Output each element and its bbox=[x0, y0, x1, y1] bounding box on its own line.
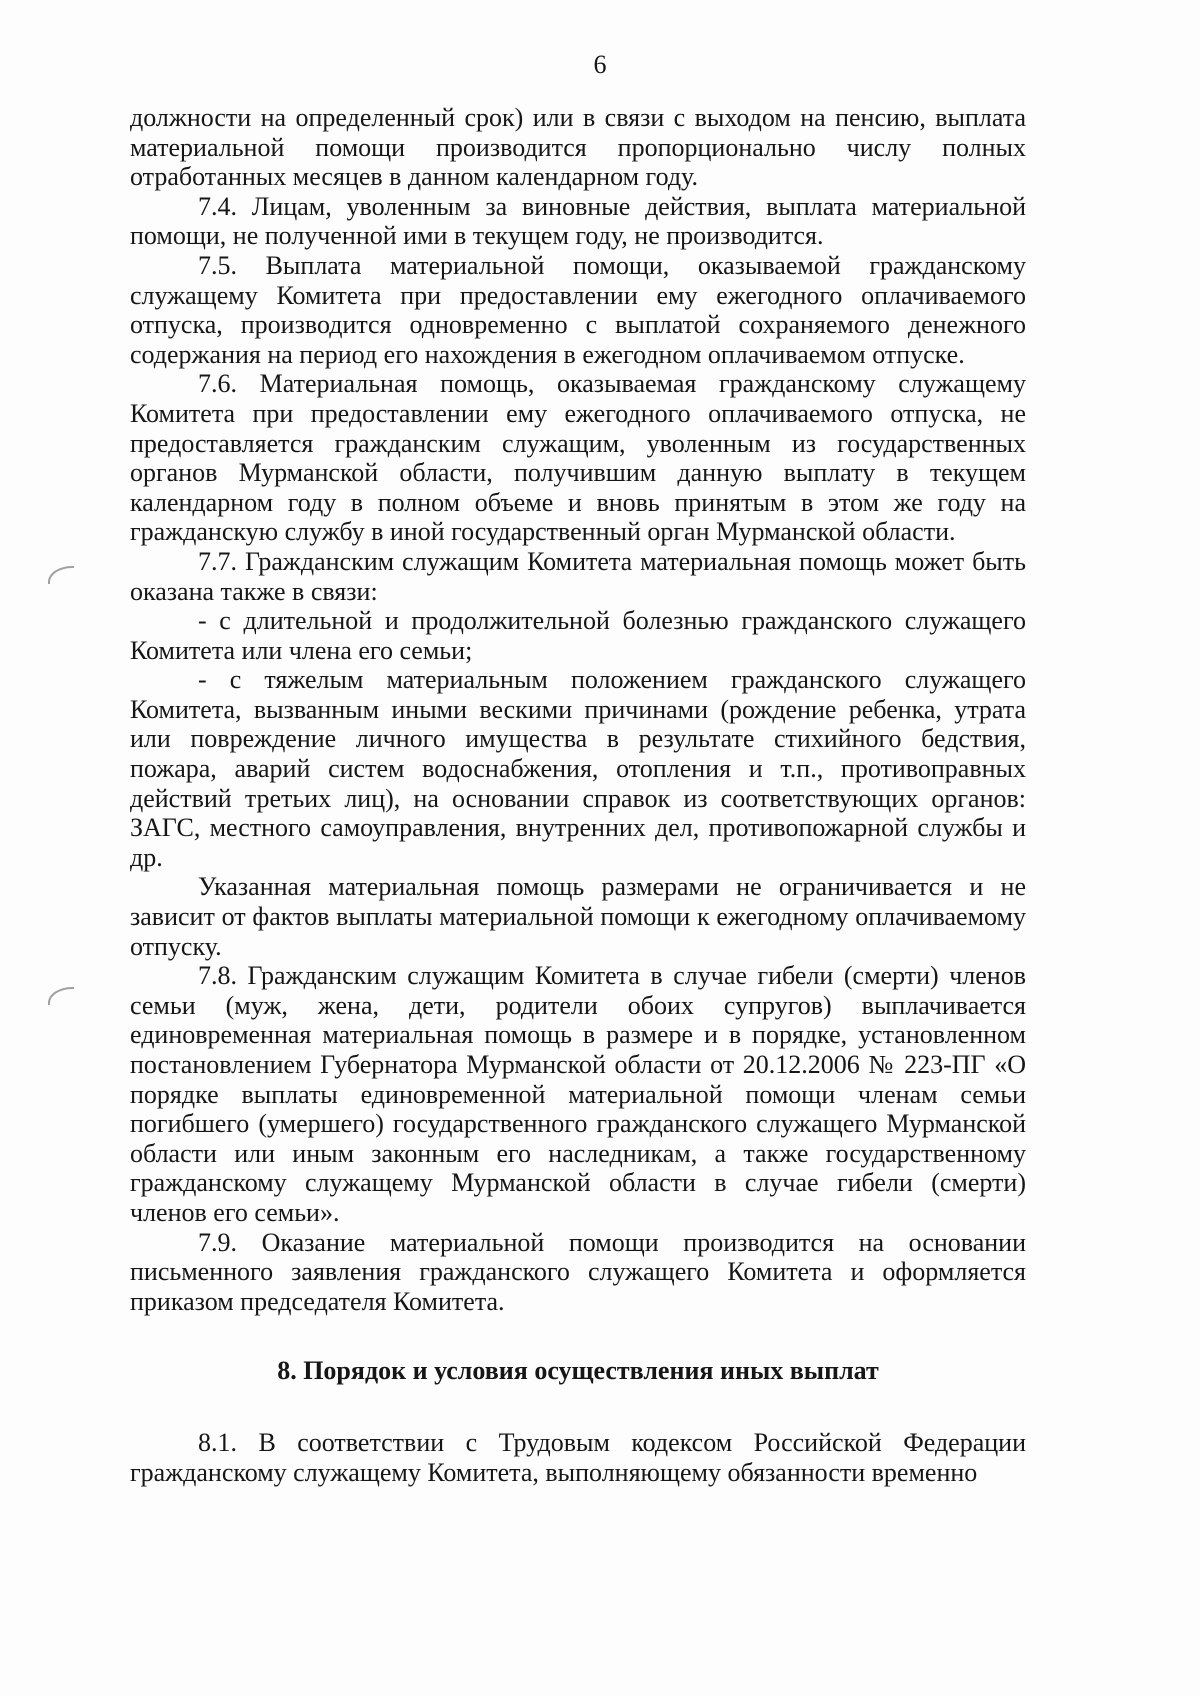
list-item-illness: - с длительной и продолжительной болезнью гражданского служащего Комитета или члена его семьи; bbox=[130, 606, 1026, 665]
paragraph-continuation: должности на определенный срок) или в связи с выходом на пенсию, выплата материальной помощи производится пропорционально числу полных отработанных месяцев в данном календарном году. bbox=[130, 103, 1026, 192]
document-body bbox=[130, 103, 1026, 1488]
paragraph-note: Указанная материальная помощь размерами не ограничивается и не зависит от фактов выплаты материальной помощи к ежегодному оплачиваемому отпуску. bbox=[130, 872, 1026, 961]
list-item-hardship: - с тяжелым материальным положением гражданского служащего Комитета, вызванным иными вескими причинами (рождение ребенка, утрата или повреждение личного имущества в результате стихийного бедствия, пожара, аварий систем водоснабжения, отопления и т.п., противоправных действий третьих лиц), на основании справок из соответствующих органов: ЗАГС, местного самоуправления, внутренних дел, противопожарной службы и др. bbox=[130, 665, 1026, 872]
scan-artifact-mark bbox=[48, 566, 74, 584]
paragraph-7-6: 7.6. Материальная помощь, оказываемая гражданскому служащему Комитета при предоставлении ему ежегодного оплачиваемого отпуска, не предоставляется гражданским служащим, уволенным из государственных органов Мурманской области, получившим данную выплату в текущем календарном году в полном объеме и вновь принятым в этом же году на гражданскую службу в иной государственный орган Мурманской области. bbox=[130, 369, 1026, 547]
paragraph-7-4: 7.4. Лицам, уволенным за виновные действия, выплата материальной помощи, не полученной ими в текущем году, не производится. bbox=[130, 191, 1026, 251]
page-number: 6 bbox=[593, 50, 607, 79]
paragraph-7-5: 7.5. Выплата материальной помощи, оказываемой гражданскому служащему Комитета при предоставлении ему ежегодного оплачиваемого отпуска, производится одновременно с выплатой сохраняемого денежного содержания на период его нахождения в ежегодном оплачиваемом отпуске. bbox=[130, 250, 1026, 369]
paragraph-7-8: 7.8. Гражданским служащим Комитета в случае гибели (смерти) членов семьи (муж, жена, дети, родители обоих супругов) выплачивается единовременная материальная помощь в размере и в порядке, установленном постановлением Губернатора Мурманской области от 20.12.2006 № 223-ПГ «О порядке выплаты единовременной материальной помощи членам семьи погибшего (умершего) государственного гражданского служащего Мурманской области или иным законным его наследникам, а также государственному гражданскому служащему Мурманской области в случае гибели (смерти) членов его семьи». bbox=[130, 961, 1026, 1227]
paragraph-7-7: 7.7. Гражданским служащим Комитета материальная помощь может быть оказана также в связи: bbox=[130, 546, 1026, 606]
paragraph-8-1: 8.1. В соответствии с Трудовым кодексом Российской Федерации гражданскому служащему Комитета, выполняющему обязанности временно bbox=[130, 1428, 1026, 1487]
scan-artifact-mark bbox=[48, 987, 74, 1005]
section-heading: 8. Порядок и условия осуществления иных выплат bbox=[277, 1356, 879, 1386]
paragraph-7-9: 7.9. Оказание материальной помощи производится на основании письменного заявления гражданского служащего Комитета и оформляется приказом председателя Комитета. bbox=[130, 1227, 1026, 1316]
section-heading-wrap bbox=[130, 1356, 1026, 1386]
